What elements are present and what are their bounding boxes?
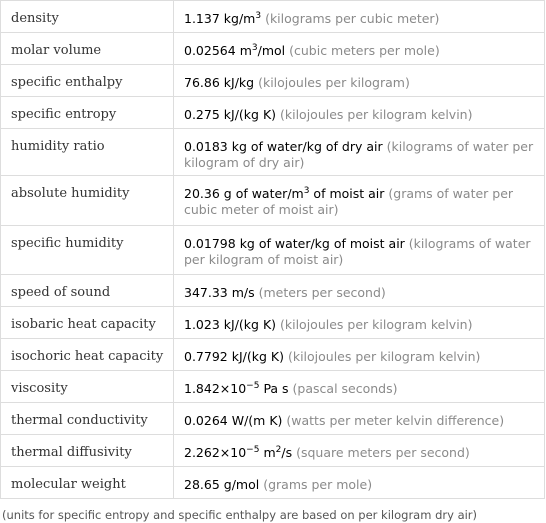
property-name: specific humidity bbox=[1, 226, 174, 275]
value-number: 0.02564 bbox=[184, 43, 236, 58]
property-name: speed of sound bbox=[1, 275, 174, 307]
property-value bbox=[174, 129, 545, 176]
table-row bbox=[1, 435, 545, 467]
unit-description: (kilograms of water per kilogram of dry air) bbox=[184, 139, 534, 170]
value-unit: g/mol bbox=[223, 477, 260, 492]
unit-description: (grams of water per cubic meter of moist air) bbox=[184, 186, 514, 217]
table-row bbox=[1, 176, 545, 226]
value-unit: W/(m K) bbox=[231, 413, 283, 428]
value-unit: kg of water/kg of moist air bbox=[239, 236, 405, 251]
property-name: humidity ratio bbox=[1, 129, 174, 176]
property-name: isobaric heat capacity bbox=[1, 307, 174, 339]
value-number: 0.01798 bbox=[184, 236, 236, 251]
unit-description: (kilograms per cubic meter) bbox=[265, 11, 440, 26]
table-row bbox=[1, 97, 545, 129]
unit-description: (kilograms of water per kilogram of moist air) bbox=[184, 236, 531, 267]
property-value bbox=[174, 65, 545, 97]
table-row bbox=[1, 1, 545, 33]
property-value bbox=[174, 226, 545, 275]
unit-description: (kilojoules per kilogram kelvin) bbox=[287, 349, 481, 364]
property-value bbox=[174, 403, 545, 435]
value-number: 76.86 bbox=[184, 75, 220, 90]
unit-description: (pascal seconds) bbox=[292, 381, 398, 396]
table-row bbox=[1, 226, 545, 275]
table-row bbox=[1, 65, 545, 97]
property-name: specific entropy bbox=[1, 97, 174, 129]
footnote: (units for specific entropy and specific enthalpy are based on per kilogram dry air) bbox=[2, 508, 478, 522]
value-unit: kJ/(kg K) bbox=[223, 317, 277, 332]
property-name: molecular weight bbox=[1, 467, 174, 499]
unit-exponent: 3 bbox=[251, 42, 258, 53]
table-row bbox=[1, 371, 545, 403]
value-number: 347.33 bbox=[184, 285, 228, 300]
value-unit: Pa s bbox=[263, 381, 289, 396]
unit-description: (kilojoules per kilogram kelvin) bbox=[280, 107, 473, 122]
value-number: 1.023 bbox=[184, 317, 220, 332]
value-unit-suffix: /mol bbox=[257, 43, 286, 58]
property-name: molar volume bbox=[1, 33, 174, 65]
unit-description: (kilojoules per kilogram kelvin) bbox=[280, 317, 473, 332]
value-unit-suffix: /s bbox=[281, 445, 293, 460]
property-value bbox=[174, 97, 545, 129]
value-unit: m bbox=[263, 445, 276, 460]
unit-description: (kilojoules per kilogram) bbox=[258, 75, 410, 90]
property-value bbox=[174, 275, 545, 307]
unit-exponent: 3 bbox=[303, 185, 310, 196]
value-number: 0.7792 bbox=[184, 349, 228, 364]
value-unit: kJ/kg bbox=[223, 75, 255, 90]
unit-description: (grams per mole) bbox=[263, 477, 373, 492]
table-row bbox=[1, 403, 545, 435]
value-number: 28.65 bbox=[184, 477, 220, 492]
unit-description: (watts per meter kelvin difference) bbox=[286, 413, 505, 428]
table-row bbox=[1, 467, 545, 499]
value-exponent: −5 bbox=[246, 380, 260, 391]
property-value bbox=[174, 467, 545, 499]
property-name: viscosity bbox=[1, 371, 174, 403]
property-name: absolute humidity bbox=[1, 176, 174, 226]
table-row bbox=[1, 339, 545, 371]
property-name: thermal diffusivity bbox=[1, 435, 174, 467]
property-value bbox=[174, 307, 545, 339]
value-number: 0.0264 bbox=[184, 413, 228, 428]
value-unit: m/s bbox=[231, 285, 255, 300]
value-unit-suffix: of moist air bbox=[309, 186, 385, 201]
value-unit: kJ/(kg K) bbox=[223, 107, 277, 122]
unit-description: (meters per second) bbox=[258, 285, 386, 300]
unit-exponent: 3 bbox=[255, 10, 262, 21]
value-unit: m bbox=[239, 43, 252, 58]
property-value bbox=[174, 339, 545, 371]
table-row bbox=[1, 275, 545, 307]
unit-description: (cubic meters per mole) bbox=[289, 43, 440, 58]
value-unit: g of water/m bbox=[223, 186, 304, 201]
value-unit: kg/m bbox=[223, 11, 256, 26]
property-name: density bbox=[1, 1, 174, 33]
property-name: specific enthalpy bbox=[1, 65, 174, 97]
value-unit: kg of water/kg of dry air bbox=[231, 139, 383, 154]
value-number: 0.0183 bbox=[184, 139, 228, 154]
value-number: 2.262×10 bbox=[184, 445, 247, 460]
property-value bbox=[174, 33, 545, 65]
value-number: 0.275 bbox=[184, 107, 220, 122]
unit-description: (square meters per second) bbox=[296, 445, 470, 460]
value-unit: kJ/(kg K) bbox=[231, 349, 284, 364]
table-row bbox=[1, 33, 545, 65]
property-name: isochoric heat capacity bbox=[1, 339, 174, 371]
property-value bbox=[174, 1, 545, 33]
value-exponent: −5 bbox=[246, 444, 260, 455]
property-name: thermal conductivity bbox=[1, 403, 174, 435]
value-number: 1.842×10 bbox=[184, 381, 247, 396]
property-value bbox=[174, 371, 545, 403]
property-value bbox=[174, 176, 545, 226]
property-value bbox=[174, 435, 545, 467]
value-number: 20.36 bbox=[184, 186, 220, 201]
unit-exponent: 2 bbox=[275, 444, 282, 455]
value-number: 1.137 bbox=[184, 11, 220, 26]
table-row bbox=[1, 129, 545, 176]
table-row bbox=[1, 307, 545, 339]
